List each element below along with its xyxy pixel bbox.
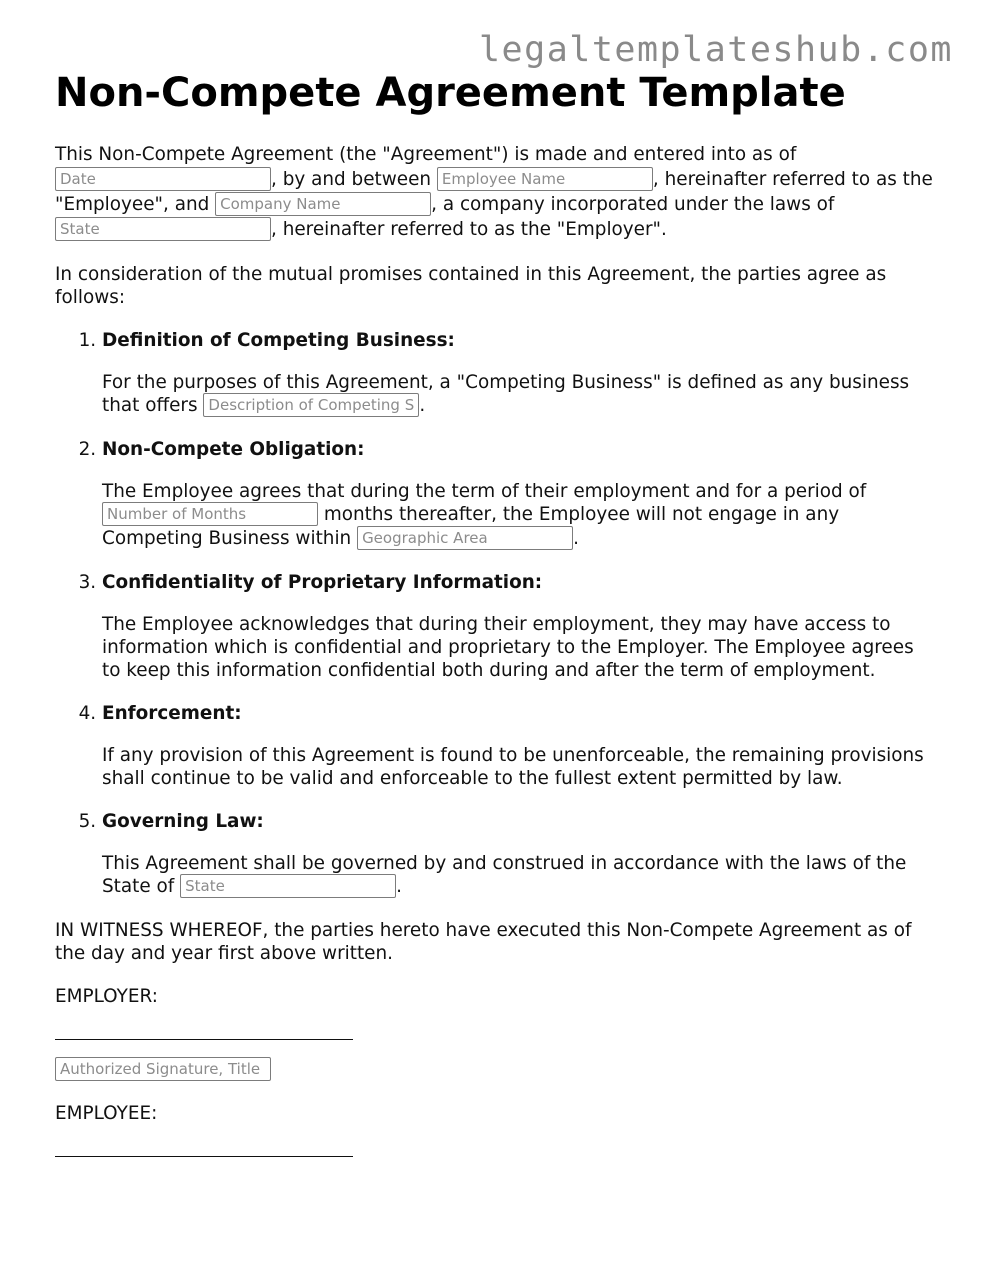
employee-label: EMPLOYEE: [55,1103,158,1124]
section-body [102,852,935,899]
date-input[interactable] [55,167,271,191]
employer-label: EMPLOYER: [55,986,158,1007]
intro-text-4: , a company incorporated under the laws of [431,194,835,215]
section-non-compete [102,438,935,551]
section-text: . [396,876,402,897]
page-title: Non-Compete Agreement Template [55,70,846,116]
governing-state-input[interactable] [180,874,396,898]
site-watermark: legaltemplateshub.com [478,30,953,70]
witness-paragraph: IN WITNESS WHEREOF, the parties hereto have executed this Non-Compete Agreement as of the day and year first above written. [55,920,912,964]
section-title: 3. Confidentiality of Proprietary Information: [102,572,543,593]
employer-signature-field-wrap [55,1058,935,1082]
sections-list [55,329,935,899]
section-title: 1. Definition of Competing Business: [102,330,455,351]
intro-text-2: , by and between [271,169,437,190]
section-text: . [573,528,579,549]
section-body: The Employee acknowledges that during their employment, they may have access to information which is confidential and proprietary to the Employer. The Employee agrees to keep this information confidential both during and after the term of employment. [102,614,914,681]
months-input[interactable] [102,502,318,526]
section-governing-law [102,810,935,899]
consideration-paragraph: In consideration of the mutual promises contained in this Agreement, the parties agree as follows: [55,264,887,308]
section-title: 5. Governing Law: [102,811,264,832]
section-text: The Employee agrees that during the term of their employment and for a period of [102,481,867,502]
company-name-input[interactable] [215,192,431,216]
section-enforcement [102,702,935,790]
section-body [102,371,935,418]
section-text: For the purposes of this Agreement, a "Competing Business" is defined as any business that offers [102,372,910,416]
section-definition [102,329,935,418]
employer-signature-line [55,1039,353,1040]
intro-paragraph [55,142,935,242]
section-body: If any provision of this Agreement is found to be unenforceable, the remaining provisions shall continue to be valid and enforceable to the fullest extent permitted by law. [102,745,924,789]
section-title: 4. Enforcement: [102,703,242,724]
employer-signature-input[interactable] [55,1057,271,1081]
section-title: 2. Non-Compete Obligation: [102,439,365,460]
intro-text-3: , hereinafter referred to as the "Employee", and [55,169,933,215]
employee-signature-line [55,1156,353,1157]
section-text: months thereafter, the Employee will not engage in any Competing Business within [102,504,840,549]
section-text: . [419,395,426,416]
incorporation-state-input[interactable] [55,217,271,241]
section-body [102,480,935,551]
section-text: This Agreement shall be governed by and construed in accordance with the laws of the State of [102,853,907,897]
competing-services-input[interactable] [203,393,419,417]
intro-text-1: This Non-Compete Agreement (the "Agreement") is made and entered into as of [55,144,797,165]
section-confidentiality [102,571,935,682]
intro-text-5: , hereinafter referred to as the "Employer". [271,219,667,240]
employee-name-input[interactable] [437,167,653,191]
geographic-area-input[interactable] [357,526,573,550]
document-page [55,68,935,1157]
